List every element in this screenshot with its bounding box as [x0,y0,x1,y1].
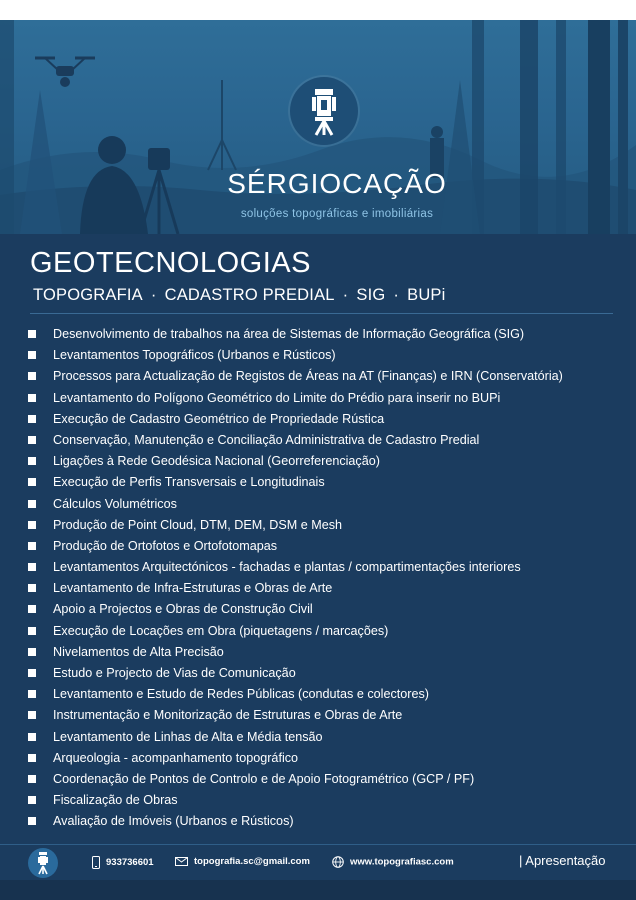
list-item [28,494,563,515]
list-item-label: Fiscalização de Obras [53,793,178,808]
list-item [28,324,563,345]
list-item-label: Coordenação de Pontos de Controlo e de Apoio Fotogramétrico (GCP / PF) [53,771,475,786]
list-item-label: Desenvolvimento de trabalhos na área de Sistemas de Informação Geográfica (SIG) [53,327,525,341]
list-item-label: Levantamento do Polígono Geométrico do Limite do Prédio para inserir no BUPi [53,390,501,405]
total-station-logo-icon [290,77,358,145]
list-item [28,748,563,769]
list-item [28,705,563,726]
bullet-icon [28,372,36,380]
list-item [28,684,563,705]
contact-phone[interactable] [92,856,154,869]
list-item [28,599,563,620]
list-item-label: Avaliação de Imóveis (Urbanos e Rústicos) [53,814,294,829]
bullet-icon [28,754,36,762]
list-item [28,811,563,832]
list-item [28,621,563,642]
list-item [28,557,563,578]
bullet-icon [28,563,36,571]
subtitle-item: CADASTRO PREDIAL [164,286,335,304]
main-content [0,234,636,842]
list-item [28,388,563,409]
bullet-icon [28,733,36,741]
list-item [28,472,563,493]
email-address: topografia.sc@gmail.com [194,856,310,867]
list-item [28,515,563,536]
list-item-label: Produção de Ortofotos e Ortofotomapas [53,538,278,553]
email-icon [175,857,188,866]
section-subtitle [33,286,446,305]
subtitle-separator: · [393,286,400,304]
list-item-label: Ligações à Rede Geodésica Nacional (Georreferenciação) [53,454,380,469]
brand-logo [290,77,358,145]
bullet-icon [28,457,36,465]
list-item-label: Execução de Perfis Transversais e Longitudinais [53,475,325,490]
presentation-label: | Apresentação [519,853,606,868]
list-item-label: Processos para Actualização de Registos de Áreas na AT (Finanças) e IRN (Conservatória) [53,369,563,384]
bullet-icon [28,817,36,825]
subtitle-separator: · [342,286,349,304]
list-item [28,578,563,599]
list-item-label: Execução de Cadastro Geométrico de Propriedade Rústica [53,411,385,426]
section-divider [30,313,613,314]
bullet-icon [28,415,36,423]
bullet-icon [28,330,36,338]
bullet-icon [28,796,36,804]
services-list [28,324,563,833]
bullet-icon [28,584,36,592]
bullet-icon [28,690,36,698]
bullet-icon [28,775,36,783]
subtitle-item: TOPOGRAFIA [33,286,143,304]
bullet-icon [28,394,36,402]
website-url: www.topografiasc.com [350,856,454,868]
section-title: GEOTECNOLOGIAS [30,247,311,279]
bullet-icon [28,669,36,677]
footer-logo [28,848,58,878]
bullet-icon [28,436,36,444]
phone-icon [92,856,100,869]
list-item-label: Instrumentação e Monitorização de Estruturas e Obras de Arte [53,708,403,723]
bullet-icon [28,351,36,359]
list-item [28,451,563,472]
contact-website[interactable] [332,856,454,868]
list-item-label: Arqueologia - acompanhamento topográfico [53,750,299,765]
list-item [28,727,563,748]
subtitle-item: SIG [356,286,386,304]
bullet-icon [28,627,36,635]
brand-tagline: soluções topográficas e imobiliárias [240,208,434,220]
list-item [28,790,563,811]
list-item [28,536,563,557]
globe-icon [332,856,344,868]
bullet-icon [28,478,36,486]
list-item-label: Produção de Point Cloud, DTM, DEM, DSM e Mesh [53,517,343,532]
subtitle-item: BUPi [407,286,446,304]
footer-divider [0,844,636,845]
drone-icon [30,50,100,90]
list-item-label: Conservação, Manutenção e Conciliação Administrativa de Cadastro Predial [53,432,480,447]
list-item-label: Execução de Locações em Obra (piquetagens / marcações) [53,623,389,638]
list-item-label: Cálculos Volumétricos [53,496,177,511]
list-item-label: Levantamento de Linhas de Alta e Média tensão [53,729,323,744]
bullet-icon [28,500,36,508]
list-item [28,430,563,451]
hero-banner [0,20,636,234]
bullet-icon [28,648,36,656]
subtitle-separator: · [150,286,157,304]
list-item-label: Apoio a Projectos e Obras de Construção Civil [53,602,313,617]
list-item-label: Levantamentos Arquitectónicos - fachadas e plantas / compartimentações interiores [53,560,521,575]
list-item [28,663,563,684]
phone-number: 933736601 [106,857,154,869]
bullet-icon [28,542,36,550]
bullet-icon [28,711,36,719]
bullet-icon [28,521,36,529]
list-item [28,366,563,387]
list-item [28,642,563,663]
list-item [28,769,563,790]
list-item [28,409,563,430]
list-item-label: Levantamento de Infra-Estruturas e Obras de Arte [53,581,333,596]
bottom-band [0,880,636,900]
brand-name: SÉRGIOCAÇÃO [227,168,447,199]
contact-email[interactable] [175,856,310,867]
total-station-logo-icon [28,848,58,878]
list-item-label: Nivelamentos de Alta Precisão [53,644,224,659]
top-white-strip [0,0,636,20]
list-item-label: Levantamentos Topográficos (Urbanos e Rústicos) [53,348,336,363]
bullet-icon [28,605,36,613]
list-item [28,345,563,366]
list-item-label: Levantamento e Estudo de Redes Públicas (condutas e colectores) [53,687,429,702]
list-item-label: Estudo e Projecto de Vias de Comunicação [53,666,296,680]
